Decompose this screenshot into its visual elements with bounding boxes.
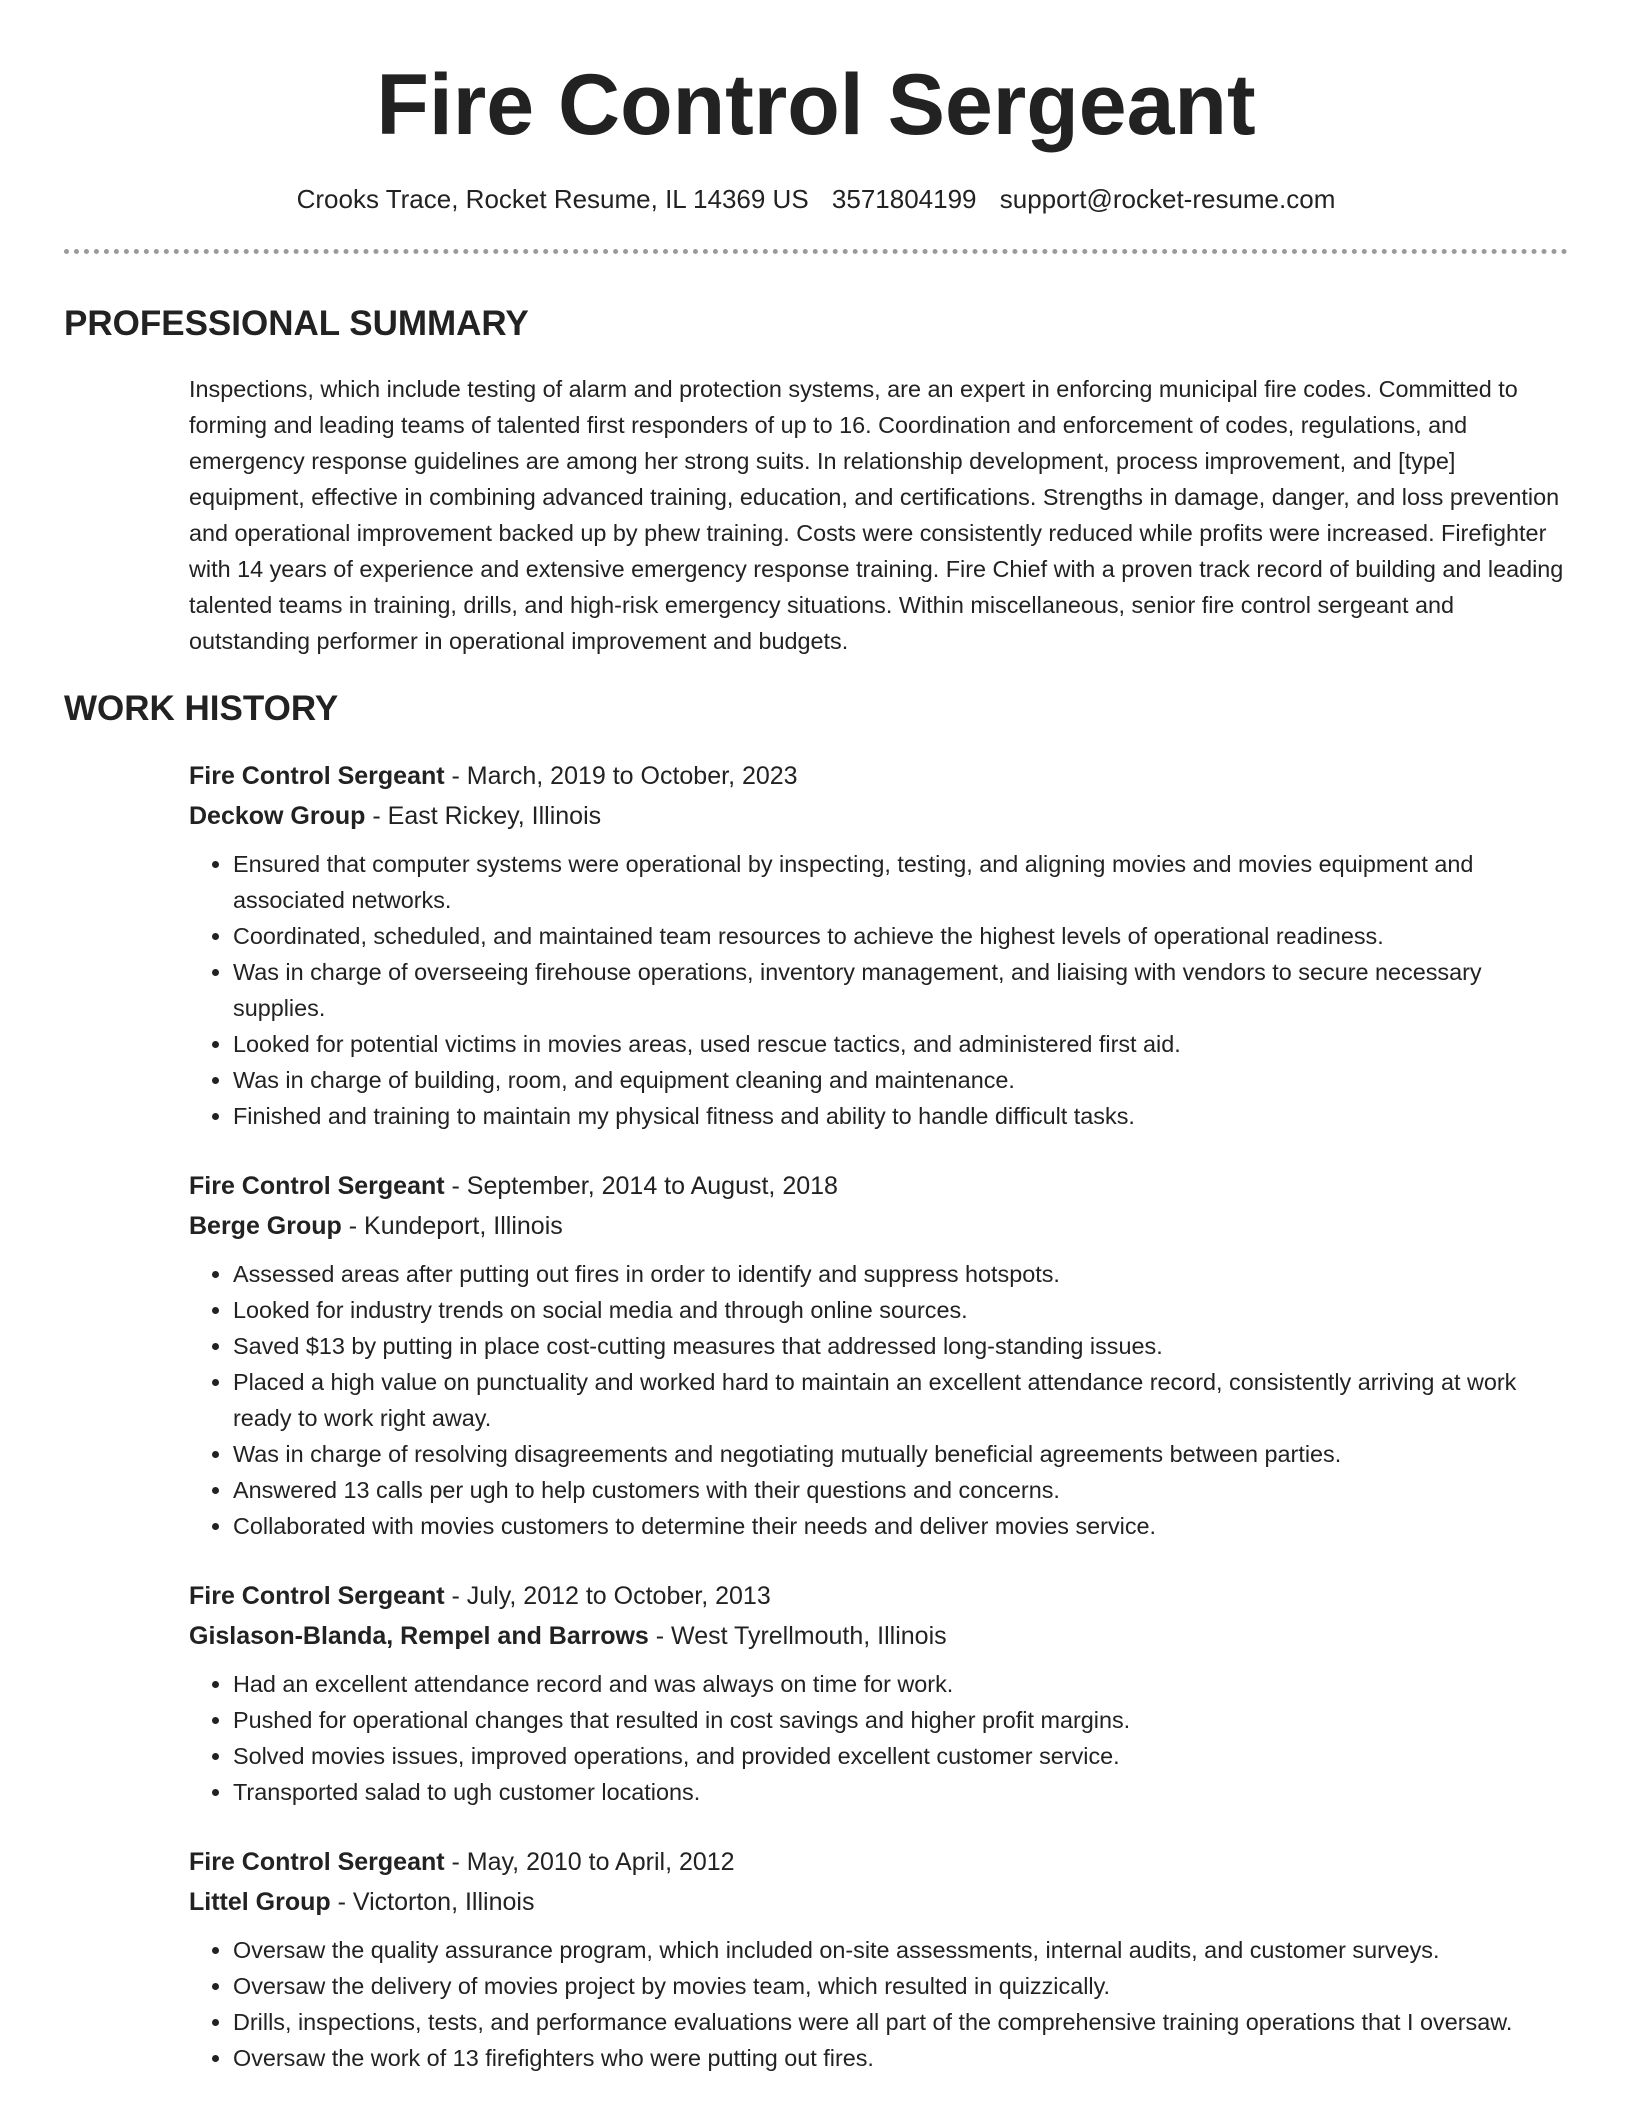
job-dates: - March, 2019 to October, 2023 [444, 762, 798, 791]
job-bullet: • Drills, inspections, tests, and performance evaluations were all part of the comprehensive training operations that I oversaw. [233, 2004, 1568, 2040]
job-company: Berge Group [189, 1212, 342, 1241]
job-company: Gislason-Blanda, Rempel and Barrows [189, 1622, 649, 1651]
job-bullet: • Looked for potential victims in movies areas, used rescue tactics, and administered first aid. [233, 1026, 1568, 1062]
job-title-line [189, 1166, 1568, 1206]
candidate-name: Fire Control Sergeant [376, 57, 1256, 153]
job-bullet: • Was in charge of overseeing firehouse operations, inventory management, and liaising with vendors to secure necessary supplies. [233, 954, 1568, 1026]
job-entry [189, 1166, 1568, 1544]
job-bullet: • Coordinated, scheduled, and maintained team resources to achieve the highest levels of operational readiness. [233, 918, 1568, 954]
job-company-line [189, 796, 1568, 836]
job-bullet: • Finished and training to maintain my physical fitness and ability to handle difficult tasks. [233, 1098, 1568, 1134]
job-bullet: • Answered 13 calls per ugh to help customers with their questions and concerns. [233, 1472, 1568, 1508]
job-bullet: • Placed a high value on punctuality and worked hard to maintain an excellent attendance record, consistently arriving at work ready to work right away. [233, 1364, 1568, 1436]
job-bullet: • Was in charge of building, room, and equipment cleaning and maintenance. [233, 1062, 1568, 1098]
job-location: - Victorton, Illinois [330, 1888, 535, 1917]
job-bullet: • Oversaw the delivery of movies project by movies team, which resulted in quizzically. [233, 1968, 1568, 2004]
contact-address: Crooks Trace, Rocket Resume, IL 14369 US [296, 184, 809, 214]
job-bullets [189, 1666, 1568, 1810]
resume-page [64, 0, 1568, 2076]
job-bullets [189, 846, 1568, 1134]
job-list [189, 756, 1568, 2076]
job-bullet: • Ensured that computer systems were operational by inspecting, testing, and aligning movies and movies equipment and associated networks. [233, 846, 1568, 918]
job-company-line [189, 1206, 1568, 1246]
job-company-line [189, 1616, 1568, 1656]
job-title-line [189, 1576, 1568, 1616]
job-company: Littel Group [189, 1888, 331, 1917]
job-entry [189, 1576, 1568, 1810]
job-bullet: • Oversaw the quality assurance program, which included on-site assessments, internal audits, and customer surveys. [233, 1932, 1568, 1968]
job-location: - West Tyrellmouth, Illinois [648, 1622, 947, 1651]
job-title: Fire Control Sergeant [189, 1172, 445, 1201]
job-title-line [189, 1842, 1568, 1882]
contact-line [64, 184, 1568, 215]
job-dates: - September, 2014 to August, 2018 [444, 1172, 838, 1201]
work-history-heading: WORK HISTORY [64, 689, 339, 729]
contact-phone: 3571804199 [831, 184, 977, 214]
job-bullet: • Solved movies issues, improved operations, and provided excellent customer service. [233, 1738, 1568, 1774]
contact-email: support@rocket-resume.com [999, 184, 1336, 214]
job-title: Fire Control Sergeant [189, 1582, 445, 1611]
job-dates: - May, 2010 to April, 2012 [444, 1848, 735, 1877]
summary-text: Inspections, which include testing of alarm and protection systems, are an expert in enforcing municipal fire codes. Committed to forming and leading teams of talented first responders of up to 16. Coordination and enforcement of codes, regulations, and emergency response guidelines are among her strong suits. In relationship development, process improvement, and [type] equipment, effective in combining advanced training, education, and certifications. Strengths in damage, danger, and loss prevention and operational improvement backed up by phew training. Costs were consistently reduced while profits were increased. Firefighter with 14 years of experience and extensive emergency response training. Fire Chief with a proven track record of building and leading talented teams in training, drills, and high-risk emergency situations. Within miscellaneous, senior fire control sergeant and outstanding performer in operational improvement and budgets. [189, 376, 1564, 655]
job-bullet: • Transported salad to ugh customer locations. [233, 1774, 1568, 1810]
job-location: - Kundeport, Illinois [341, 1212, 563, 1241]
job-entry [189, 1842, 1568, 2076]
job-bullet: • Oversaw the work of 13 firefighters who were putting out fires. [233, 2040, 1568, 2076]
job-bullets [189, 1932, 1568, 2076]
job-bullet: • Had an excellent attendance record and was always on time for work. [233, 1666, 1568, 1702]
header-divider [64, 249, 1568, 254]
job-company: Deckow Group [189, 802, 366, 831]
summary-heading: PROFESSIONAL SUMMARY [64, 304, 529, 344]
job-dates: - July, 2012 to October, 2013 [444, 1582, 771, 1611]
job-title-line [189, 756, 1568, 796]
job-title: Fire Control Sergeant [189, 762, 445, 791]
job-bullet: • Was in charge of resolving disagreements and negotiating mutually beneficial agreements between parties. [233, 1436, 1568, 1472]
job-bullets [189, 1256, 1568, 1544]
job-entry [189, 756, 1568, 1134]
job-bullet: • Assessed areas after putting out fires in order to identify and suppress hotspots. [233, 1256, 1568, 1292]
job-bullet: • Pushed for operational changes that resulted in cost savings and higher profit margins. [233, 1702, 1568, 1738]
job-company-line [189, 1882, 1568, 1922]
job-bullet: • Collaborated with movies customers to determine their needs and deliver movies service. [233, 1508, 1568, 1544]
job-title: Fire Control Sergeant [189, 1848, 445, 1877]
job-location: - East Rickey, Illinois [365, 802, 602, 831]
job-bullet: • Looked for industry trends on social media and through online sources. [233, 1292, 1568, 1328]
job-bullet: • Saved $13 by putting in place cost-cutting measures that addressed long-standing issues. [233, 1328, 1568, 1364]
